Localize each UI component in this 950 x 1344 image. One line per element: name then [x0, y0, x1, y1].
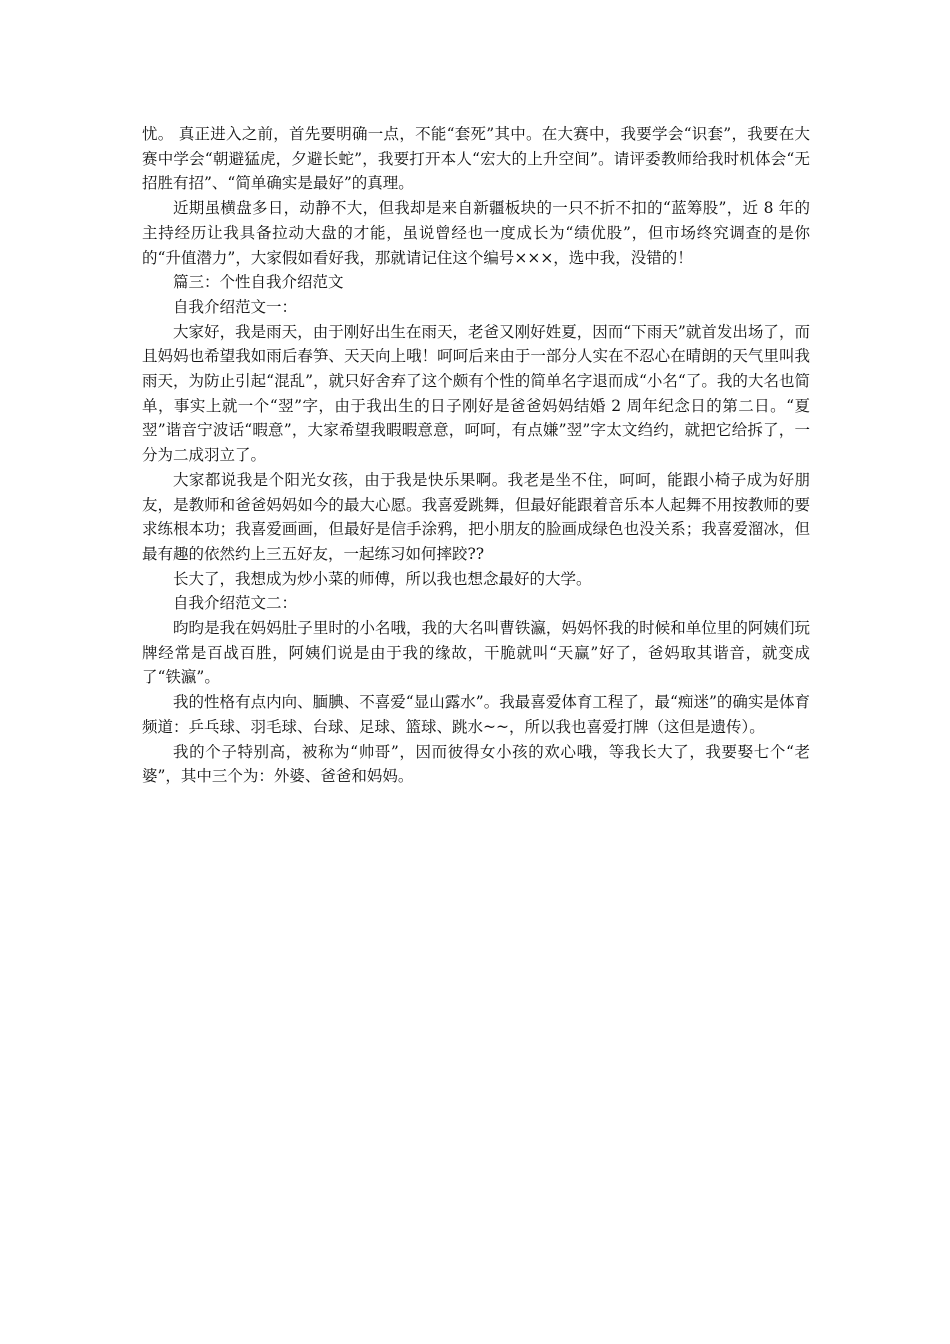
paragraph-rainy-day: 大家好，我是雨天，由于刚好出生在雨天，老爸又刚好姓夏，因而“下雨天”就首发出场了，而且妈妈也希望我如雨后春笋、天天向上哦！呵呵后来由于一部分人实在不忍心在晴朗的天气里叫我雨天，为防止引起“混乱”，就只好舍弃了这个颇有个性的简单名字退而成“小名“了。我的大名也简单，事实上就一个“翌”字，由于我出生的日子刚好是爸爸妈妈结婚 2 周年纪念日的第二日。“夏翌”谐音宁波话“暇意”，大家希望我暇暇意意，呵呵，有点嫌”翌”字太文绉约，就把它给拆了，一分为二成羽立了。	[142, 322, 810, 465]
document-body	[142, 122, 810, 789]
paragraph-blue-chip: 近期虽横盘多日，动静不大，但我却是来自新疆板块的一只不折不扣的“蓝筹股”，近 8 年的主持经历让我具备拉动大盘的才能，虽说曾经也一度成长为“绩优股”，但市场终究调查的是你的“升值潜力”，大家假如看好我，那就请记住这个编号×××，选中我，没错的！	[142, 199, 810, 267]
section-heading: 篇三：个性自我介绍范文	[173, 273, 344, 292]
paragraph-personality: 我的性格有点内向、腼腆、不喜爱“显山露水”。我最喜爱体育工程了，最“痴迷”的确实是体育频道：乒乓球、羽毛球、台球、足球、篮球、跳水~~，所以我也喜爱打牌（这但是遗传）。	[142, 693, 810, 736]
sample-heading-1: 自我介绍范文一：	[173, 297, 298, 316]
paragraph-nickname: 昀昀是我在妈妈肚子里时的小名哦，我的大名叫曹铁瀛，妈妈怀我的时候和单位里的阿姨们玩牌经常是百战百胜，阿姨们说是由于我的缘故，干脆就叫“天赢”好了，爸妈取其谐音，就变成了“铁瀛”。	[142, 619, 810, 687]
sample-heading-2: 自我介绍范文二：	[173, 594, 298, 613]
paragraph-grow-up: 长大了，我想成为炒小菜的师傅，所以我也想念最好的大学。	[173, 569, 592, 588]
paragraph-continuation: 忧。 真正进入之前，首先要明确一点，不能“套死”其中。在大赛中，我要学会“识套”，我要在大赛中学会“朝避猛虎，夕避长蛇”，我要打开本人“宏大的上升空间”。请评委教师给我时机体会“无招胜有招”、“简单确实是最好”的真理。	[142, 125, 810, 193]
paragraph-tall: 我的个子特别高，被称为“帅哥”，因而彼得女小孩的欢心哦，等我长大了，我要娶七个“老婆”，其中三个为：外婆、爸爸和妈妈。	[142, 742, 810, 786]
paragraph-sunny-girl: 大家都说我是个阳光女孩，由于我是快乐果啊。我老是坐不住，呵呵，能跟小椅子成为好朋友，是教师和爸爸妈妈如今的最大心愿。我喜爱跳舞，但最好能跟着音乐本人起舞不用按教师的要求练根本功；我喜爱画画，但最好是信手涂鸦，把小朋友的脸画成绿色也没关系；我喜爱溜冰，但最有趣的依然约上三五好友，一起练习如何摔跤??	[142, 470, 810, 563]
